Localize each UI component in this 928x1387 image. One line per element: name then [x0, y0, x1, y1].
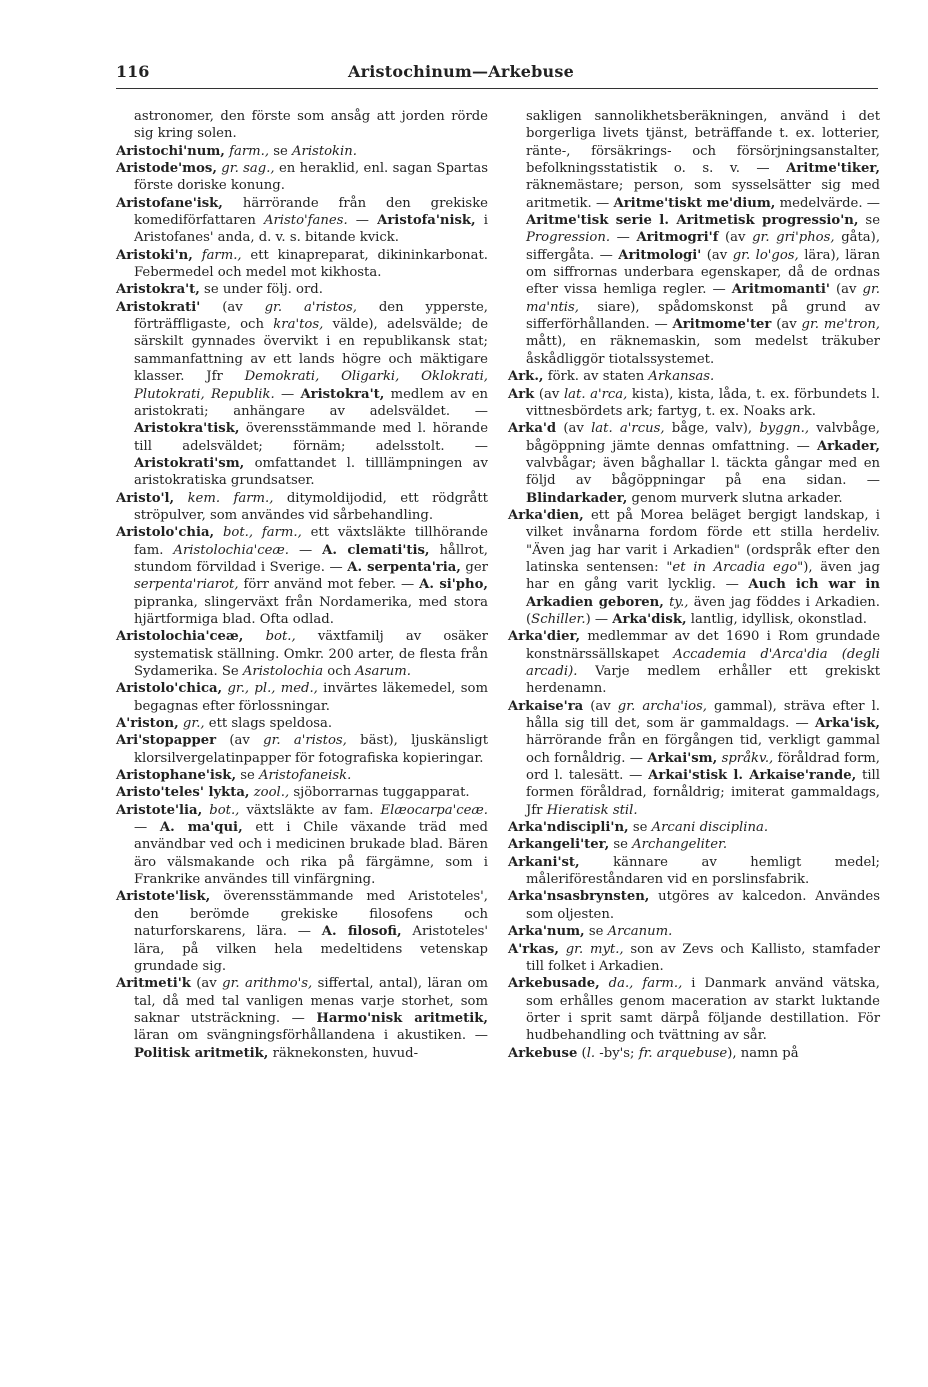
entry-headword: Auch ich war in Arkadien geboren,: [526, 577, 880, 610]
entry-italic-text: lat. a'rcus,: [591, 421, 665, 437]
entry-italic-text: Schiller.: [531, 611, 586, 627]
entry-text: sakligen sannolikhetsberäkningen, använd i det borgerliga livets tjänst, beträffande t. ex. lotterier, ränte-, försäkrings- och försörjningsanstalter, befolkningsstatistik o. s. v. —: [526, 109, 880, 177]
dictionary-entry: [116, 628, 488, 680]
entry-text: kännare av hemligt medel; måleriföreståndaren vid en porslinsfabrik.: [526, 854, 880, 888]
entry-text: (av: [216, 733, 264, 749]
dictionary-entry: [116, 767, 488, 784]
running-head: Aristochinum—Arkebuse: [348, 62, 574, 81]
entry-text: [214, 525, 223, 540]
entry-text: föråldrad form, ord l. talesätt. —: [526, 750, 880, 784]
entry-text: bäst), ljuskänsligt klorsilvergelatinpapper för fotografiska kopieringar.: [134, 733, 489, 766]
entry-text: härrörande från en förgången tid, verkligt gammal och fornåldrig. —: [526, 733, 880, 766]
entry-headword: A. filosofi,: [321, 924, 402, 940]
entry-text: ett på Morea beläget bergigt landskap, i vilket invånarna fordom förde ett stilla herdeliv. "Även jag har varit i Arkadien" (ordspråk efter den latinska sentensen: ": [526, 507, 880, 575]
dictionary-entry: [116, 888, 488, 975]
entry-italic-text: Aristo'fanes.: [263, 213, 348, 229]
entry-headword: Arkader,: [816, 438, 880, 454]
entry-text: —: [289, 542, 323, 558]
dictionary-entry: [508, 386, 880, 421]
entry-italic-text: Asarum.: [355, 664, 411, 679]
dictionary-entry: [508, 507, 880, 628]
entry-headword: Aristote'lisk,: [116, 889, 211, 905]
entry-italic-text: gr. ma'ntis,: [526, 282, 881, 315]
entry-text: mått), en räknemaskin, som medelst träkuber åskådliggör tiotalssystemet.: [526, 334, 880, 367]
entry-text: och: [323, 664, 356, 679]
entry-text: räknemästare; person, som sysselsätter sig med aritmetik. —: [526, 178, 880, 211]
entry-text: gammal), sträva efter l. hålla sig till det, som är gammaldags. —: [526, 698, 881, 732]
entry-italic-text: farm.,: [201, 247, 242, 263]
entry-text: ) —: [585, 611, 613, 627]
entry-italic-text: gr. me'tron,: [801, 317, 881, 333]
entry-text: Aristoteles' lära, på vilken hela medeltidens vetenskap grundade sig.: [134, 924, 488, 974]
entry-text: växtsläkte av fam.: [239, 802, 381, 818]
entry-headword: Arkai'stisk l. Arkaise'rande,: [648, 768, 857, 784]
entry-text: härrörande från den grekiske komediförfattaren: [134, 195, 488, 229]
entry-italic-text: gr. gri'phos,: [752, 230, 835, 246]
entry-text: läran om svängningsförhållandena i akustiken. —: [134, 1028, 488, 1044]
entry-italic-text: språkv.,: [721, 750, 774, 766]
entry-headword: Arka'd: [508, 421, 557, 437]
dictionary-entry: [116, 143, 488, 160]
entry-text: se: [269, 143, 292, 159]
entry-text: kista), kista, låda, t. ex. förbundets l. vittnesbördets ark; fartyg, t. ex. Noaks ark.: [526, 386, 880, 419]
dictionary-entry: [508, 698, 880, 819]
entry-text: [174, 491, 187, 506]
entry-headword: Aritme'tiker,: [786, 161, 880, 177]
dictionary-entry: [508, 368, 880, 385]
entry-headword: Arkebusade,: [508, 976, 600, 992]
page-header: [116, 62, 876, 86]
entry-italic-text: Aristofaneisk.: [259, 768, 352, 784]
entry-text: valvbåge, bågöppning jämte dennas omfattning. —: [526, 421, 880, 454]
dictionary-entry: [116, 715, 488, 732]
entry-headword: Aristochi'num,: [116, 143, 225, 159]
entry-italic-text: Arcanum.: [607, 924, 673, 940]
dictionary-entry: [116, 524, 488, 628]
entry-text: ett slags speldosa.: [204, 716, 333, 732]
entry-headword: Ark.,: [508, 369, 544, 385]
entry-text: överensstämmande med Aristoteles', den berömde grekiske filosofens och naturforskarens, lära. —: [134, 889, 488, 940]
entry-headword: Arka'disk,: [612, 611, 687, 627]
entry-text: ger: [460, 559, 488, 575]
entry-text: (av: [701, 247, 733, 263]
entry-text: ), namn på: [727, 1045, 799, 1061]
dictionary-entry: [116, 195, 488, 247]
entry-italic-text: Aristolochia: [242, 664, 324, 679]
entry-italic-text: gr. myt.,: [565, 941, 624, 957]
entry-text: Varje medlem erhåller ett grekiskt herdenamn.: [526, 664, 880, 697]
entry-italic-text: Hieratisk stil.: [546, 802, 638, 818]
entry-text: [193, 248, 202, 263]
entry-text: se under följ. ord.: [199, 282, 323, 298]
entry-text: utgöres av kalcedon. Användes som oljesten.: [526, 889, 880, 922]
entry-text: se: [609, 837, 633, 853]
entry-text: överensstämmande med l. hörande till adelsväldet; förnäm; adelsstolt. —: [134, 421, 488, 454]
entry-text: [243, 629, 265, 644]
entry-headword: Aristo'l,: [116, 490, 175, 506]
entry-text: astronomer, den förste som ansåg att jorden rörde sig kring solen.: [134, 109, 488, 142]
entry-text: invärtes läkemedel, som begagnas efter förlossningar.: [134, 681, 488, 714]
entry-italic-text: gr. arithmo's,: [222, 976, 313, 992]
header-rule: [116, 88, 878, 89]
dictionary-entry: [508, 854, 880, 889]
entry-text: —: [347, 213, 378, 229]
entry-headword: Aritmologi': [618, 247, 702, 263]
entry-text: (: [577, 1045, 587, 1061]
entry-headword: Arkai'sm,: [647, 750, 718, 766]
entry-text: medelvärde. —: [775, 195, 880, 211]
dictionary-entry: [508, 420, 880, 507]
entry-text: lantlig, idyllisk, okonstlad.: [686, 611, 867, 627]
entry-headword: A. clemati'tis,: [322, 542, 430, 558]
entry-italic-text: bot.,: [209, 802, 240, 818]
entry-headword: A'riston,: [116, 716, 179, 732]
entry-text: förk. av staten: [543, 369, 649, 385]
dictionary-entry: [116, 281, 488, 298]
dictionary-entry: [116, 490, 488, 525]
entry-headword: Arka'dier,: [508, 629, 581, 645]
entry-headword: Aristokra't,: [116, 282, 200, 298]
entry-headword: Aristolo'chica,: [116, 681, 223, 697]
page-number: 116: [116, 62, 150, 81]
entry-text: se: [236, 768, 260, 784]
entry-headword: Arkani'st,: [508, 854, 580, 870]
entry-text: även jag föddes i Arkadien. (: [526, 594, 880, 627]
entry-headword: A. si'pho,: [419, 577, 488, 593]
entry-italic-text: zool.,: [253, 785, 290, 801]
entry-italic-text: gr. sag.,: [221, 161, 275, 177]
entry-italic-text: gr. a'ristos,: [264, 299, 357, 315]
dictionary-entry: [508, 628, 880, 697]
entry-italic-text: gr.,: [182, 716, 205, 732]
entry-text: (av: [583, 698, 618, 714]
entry-italic-text: gr. lo'gos,: [732, 247, 799, 263]
entry-text: ett i Chile växande träd med användbar ved och i medicinen brukade blad. Bären äro välsmakande och rika på färgämne, som i Frankrike användes till vinfärgning.: [134, 820, 488, 888]
entry-headword: Ark: [508, 386, 535, 402]
entry-headword: Aristofa'nisk,: [377, 213, 476, 229]
entry-italic-text: da., farm.,: [608, 976, 683, 992]
entry-text: medlem av en aristokrati; anhängare av adelsväldet. —: [134, 386, 488, 419]
entry-text: medlemmar av det 1690 i Rom grundade konstnärssällskapet: [526, 629, 880, 662]
entry-text: valvbågar; även båghallar l. täckta gångar med en följd av bågöppningar på ena sidan. —: [526, 455, 880, 489]
entry-headword: Arkaise'ra: [508, 698, 584, 714]
entry-text: ett växtsläkte tillhörande fam.: [134, 525, 488, 558]
entry-headword: Aristokrati'sm,: [134, 455, 245, 471]
entry-italic-text: fr. arquebuse: [638, 1045, 728, 1061]
entry-italic-text: l.: [586, 1045, 596, 1061]
entry-headword: Aristofane'isk,: [116, 195, 223, 211]
entry-italic-text: lat. a'rca,: [563, 386, 628, 402]
entry-headword: Aritmogri'f: [636, 230, 719, 246]
left-column: [116, 108, 488, 1062]
entry-headword: Arka'num,: [508, 924, 585, 940]
entry-italic-text: Arkansas.: [648, 369, 715, 385]
entry-headword: Aristokra't,: [300, 386, 385, 402]
entry-text: lära), läran om siffrornas underbara egenskaper, då de ordnas efter vissa hemliga regler. —: [526, 247, 880, 298]
entry-headword: Aristo'teles' lykta,: [116, 785, 250, 801]
entry-text: —: [610, 230, 637, 246]
entry-text: se: [584, 924, 608, 940]
dictionary-entry: [508, 941, 880, 976]
entry-headword: Aristoki'n,: [116, 247, 193, 263]
entry-text: i Aristofanes' anda, d. v. s. bitande kvick.: [134, 213, 488, 246]
entry-text: —: [274, 386, 301, 402]
entry-headword: A. serpenta'ria,: [347, 559, 461, 575]
entry-text: gåta), siffergåta. —: [526, 230, 881, 263]
dictionary-entry: [508, 819, 880, 836]
dictionary-entry: [116, 160, 488, 195]
entry-text: till formen föråldrad, fornåldrig; imiterat gammaldags, Jfr: [526, 768, 880, 818]
entry-text: båge, valv),: [664, 421, 760, 437]
entry-headword: Arka'isk,: [814, 716, 880, 732]
entry-italic-text: ty.,: [669, 594, 689, 610]
dictionary-entry: [116, 680, 488, 715]
entry-italic-text: kra'tos,: [273, 317, 324, 333]
entry-text: i Danmark använd vätska, som erhålles genom maceration av starkt luktande örter i sprit samt därpå följande destillation. För hudbehandling och tvättning av sår.: [526, 976, 880, 1044]
entry-headword: Arka'dien,: [508, 507, 584, 523]
entry-headword: Harmo'nisk aritmetik,: [316, 1010, 488, 1026]
entry-text: växtfamilj av osäker systematisk ställning. Omkr. 200 arter, de flesta från Sydamerika. Se: [134, 629, 488, 679]
entry-text: (av: [200, 299, 265, 315]
entry-text: siare), spådomskonst på grund av sifferförhållanden. —: [526, 299, 880, 333]
entry-text: hållrot, stundom förvildad i Sverige. —: [134, 542, 488, 575]
dictionary-entry: [508, 1045, 880, 1062]
entry-text: genom murverk slutna arkader.: [627, 490, 843, 506]
entry-text: —: [134, 820, 160, 836]
entry-text: [600, 976, 609, 991]
entry-italic-text: gr., pl., med.,: [227, 681, 318, 697]
entry-headword: Arkangeli'ter,: [508, 837, 610, 853]
entry-italic-text: Progression.: [526, 230, 611, 246]
entry-headword: Aristokrati': [116, 299, 201, 315]
entry-headword: Aristode'mos,: [116, 161, 217, 177]
entry-headword: Aritmomanti': [731, 282, 830, 298]
entry-headword: Aritme'tisk serie l. Aritmetisk progressio'n,: [526, 213, 859, 229]
entry-italic-text: kem. farm.,: [187, 490, 274, 506]
dictionary-entry: [116, 802, 488, 889]
entry-headword: A'rkas,: [508, 941, 559, 957]
dictionary-entry: [116, 247, 488, 282]
entry-headword: Arka'ndiscipli'n,: [508, 820, 629, 836]
entry-text: (av: [556, 421, 592, 437]
entry-headword: Aristote'lia,: [116, 802, 203, 818]
entry-text: förr använd mot feber. —: [238, 577, 420, 593]
entry-italic-text: farm.,: [229, 143, 270, 159]
entry-text: se: [858, 213, 881, 229]
dictionary-entry: [116, 299, 488, 490]
entry-text: siffertal, antal), läran om tal, då med tal vanligen menas varje storhet, som saknar utsträckning. —: [134, 976, 489, 1026]
entry-italic-text: gr. a'ristos,: [263, 733, 347, 749]
dictionary-entry: [508, 888, 880, 923]
dictionary-entry: [116, 732, 488, 767]
entry-headword: Arkebuse: [508, 1045, 578, 1061]
entry-headword: A. ma'qui,: [159, 820, 243, 836]
entry-italic-text: serpenta'riarot,: [134, 577, 239, 593]
entry-italic-text: Elæocarpa'ceæ.: [380, 802, 488, 818]
entry-text: (av: [771, 317, 802, 333]
dictionary-entry: [116, 975, 488, 1062]
entry-italic-text: et in Arcadia ego: [672, 559, 798, 575]
entry-text: ett kinapreparat, dikininkarbonat. Febermedel och medel mot kikhosta.: [134, 247, 488, 281]
entry-text: son av Zevs och Kallisto, stamfader till folket i Arkadien.: [526, 941, 880, 974]
entry-italic-text: byggn.,: [759, 421, 810, 437]
entry-text: den ypperste, förträffligaste, och: [134, 299, 488, 333]
entry-text: pipranka, slingerväxt från Nordamerika, med stora hjärtformiga blad. Ofta odlad.: [134, 594, 488, 627]
entry-italic-text: Aristolochia'ceæ.: [173, 542, 289, 558]
entry-headword: Aritme'tiskt me'dium,: [613, 195, 776, 211]
dictionary-entry: [508, 975, 880, 1044]
entry-text: -by's;: [595, 1045, 639, 1061]
entry-italic-text: Demokrati, Oligarki, Oklokrati, Plutokrati, Republik.: [134, 369, 488, 402]
entry-italic-text: Arcani disciplina.: [651, 820, 769, 836]
entry-text: välde), adelsvälde; de särskilt gynnades övervikt i en republikansk stat; sammanfattning av ett lands högre och mäktigare klasser. Jfr: [134, 317, 489, 385]
entry-text: (av: [534, 386, 564, 402]
entry-headword: Aristolo'chia,: [116, 525, 215, 541]
dictionary-entry: [508, 108, 880, 368]
entry-text: se: [628, 820, 652, 836]
entry-text: omfattandet l. tilllämpningen av aristokratiska grundsatser.: [134, 455, 488, 489]
entry-italic-text: Archangeliter.: [632, 837, 728, 853]
entry-headword: Aristokra'tisk,: [134, 421, 240, 437]
entry-text: [559, 942, 566, 957]
entry-headword: Aritmome'ter: [672, 317, 772, 333]
entry-text: "), även jag har en gång varit lycklig. —: [526, 559, 880, 593]
entry-headword: Aristophane'isk,: [116, 768, 237, 784]
entry-headword: Arka'nsasbrynsten,: [508, 889, 650, 905]
right-column: [508, 108, 880, 1062]
entry-italic-text: gr. archa'ios,: [617, 698, 707, 714]
entry-italic-text: Aristokin.: [292, 143, 357, 159]
entry-italic-text: bot., farm.,: [222, 525, 302, 541]
dictionary-entry: [116, 108, 488, 143]
entry-text: (av: [190, 976, 223, 992]
entry-headword: Aritmeti'k: [116, 976, 191, 992]
entry-text: sjöborrarnas tuggapparat.: [289, 785, 470, 801]
entry-text: ditymoldijodid, ett rödgrått ströpulver, som användes vid sårbehandling.: [134, 490, 488, 523]
dictionary-entry: [508, 836, 880, 853]
entry-italic-text: Accademia d'Arca'dia (degli arcadi).: [526, 646, 880, 679]
entry-headword: Blindarkader,: [526, 490, 628, 506]
entry-headword: Ari'stopapper: [116, 733, 217, 749]
entry-italic-text: bot.,: [265, 629, 296, 645]
entry-text: (av: [718, 230, 753, 246]
entry-headword: Aristolochia'ceæ,: [116, 629, 244, 645]
entry-text: räknekonsten, huvud-: [268, 1045, 419, 1061]
entry-text: en heraklid, enl. sagan Spartas förste doriske konung.: [134, 161, 488, 194]
dictionary-entry: [116, 784, 488, 801]
entry-text: (av: [829, 282, 863, 298]
dictionary-entry: [508, 923, 880, 940]
entry-headword: Politisk aritmetik,: [134, 1045, 269, 1061]
